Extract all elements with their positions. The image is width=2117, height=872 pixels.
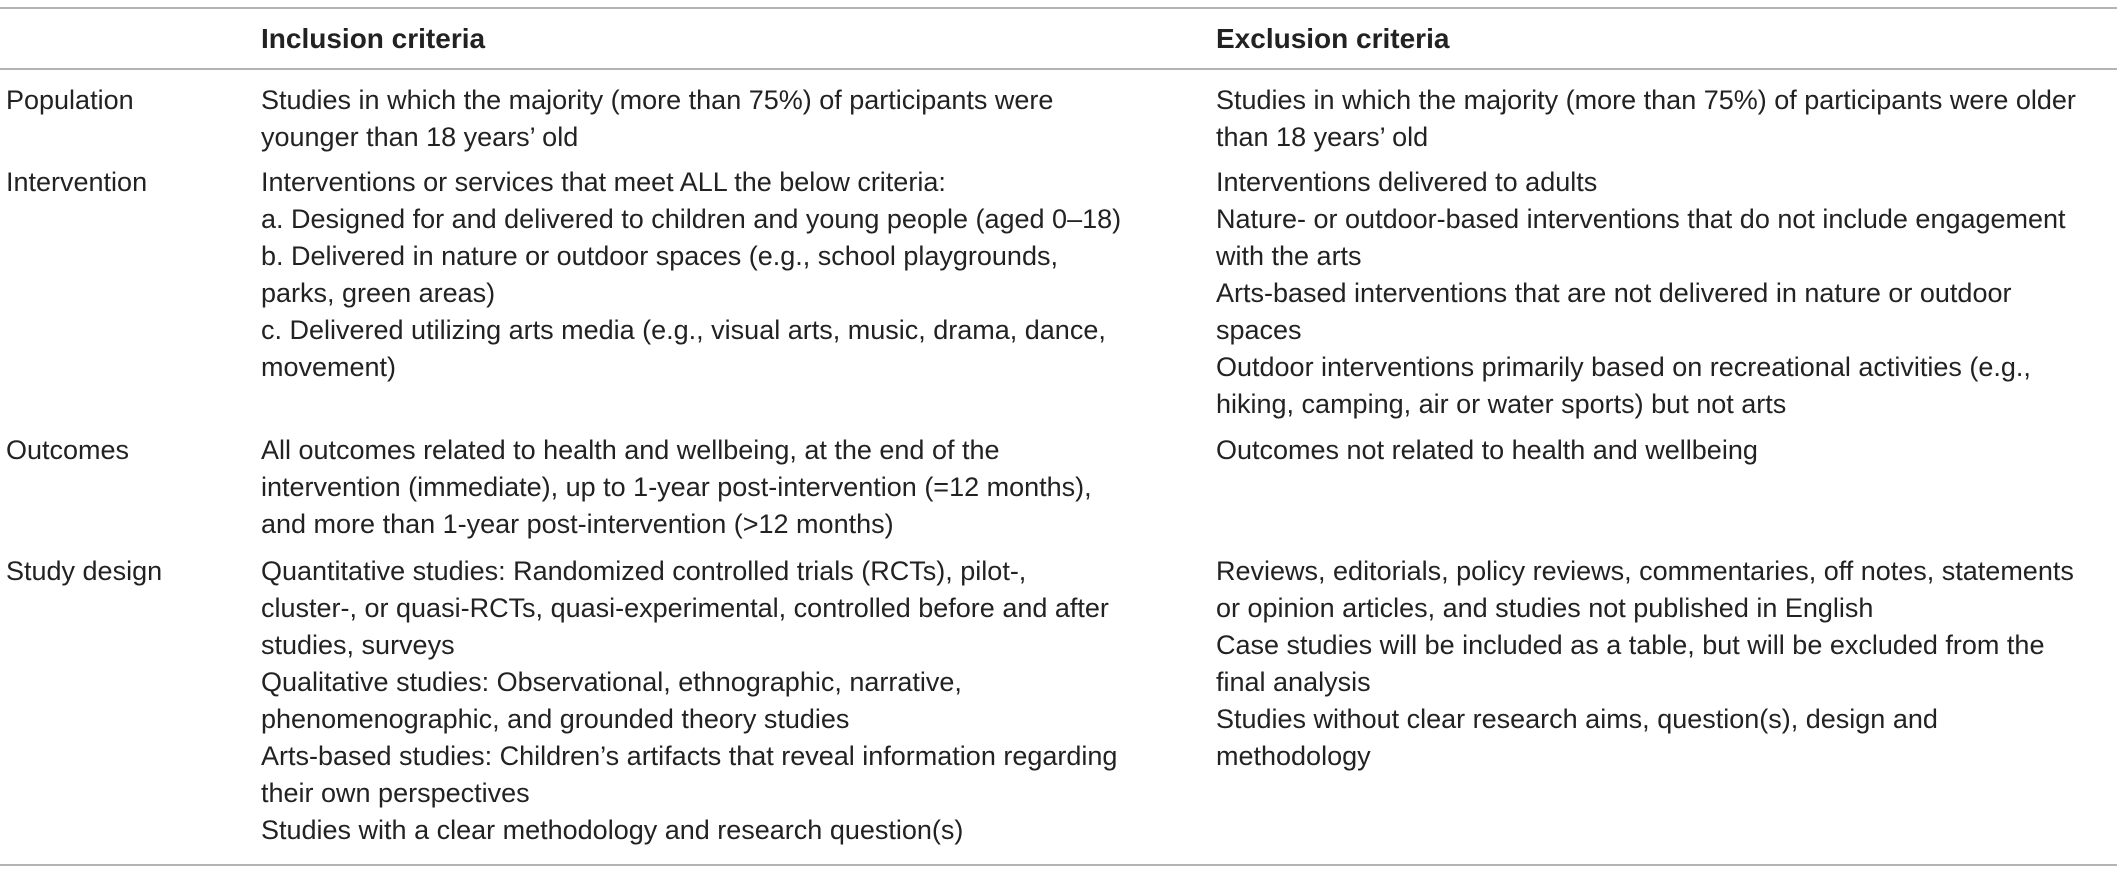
- text-line: Reviews, editorials, policy reviews, commentaries, off notes, statements: [1216, 556, 2074, 586]
- text-line: Outdoor interventions primarily based on recreational activities (e.g.,: [1216, 352, 2031, 382]
- text-line: movement): [261, 352, 397, 382]
- header-inclusion: Inclusion criteria: [261, 23, 486, 54]
- text-line: Studies with a clear methodology and research question(s): [261, 815, 964, 845]
- text-line: than 18 years’ old: [1216, 122, 1429, 152]
- text-line: Qualitative studies: Observational, ethnographic, narrative,: [261, 667, 962, 697]
- study-design-inclusion: [261, 553, 1117, 849]
- text-line: Case studies will be included as a table, but will be excluded from the: [1216, 630, 2045, 660]
- text-line: Arts-based studies: Children’s artifacts that reveal information regarding: [261, 741, 1118, 771]
- text-line: a. Designed for and delivered to children and young people (aged 0–18): [261, 204, 1122, 234]
- row-label-study-design: Study design: [6, 556, 163, 586]
- text-line: and more than 1-year post-intervention (>12 months): [261, 509, 894, 539]
- text-line: methodology: [1216, 741, 1371, 771]
- text-line: Outcomes not related to health and wellbeing: [1216, 435, 1758, 465]
- row-label-outcomes: Outcomes: [6, 435, 130, 465]
- text-line: parks, green areas): [261, 278, 496, 308]
- row-label-population: Population: [6, 85, 134, 115]
- text-line: hiking, camping, air or water sports) but not arts: [1216, 389, 1787, 419]
- text-line: Quantitative studies: Randomized controlled trials (RCTs), pilot-,: [261, 556, 1027, 586]
- text-line: b. Delivered in nature or outdoor spaces (e.g., school playgrounds,: [261, 241, 1058, 271]
- text-line: with the arts: [1216, 241, 1362, 271]
- text-line: Interventions delivered to adults: [1216, 167, 1598, 197]
- population-exclusion: [1216, 82, 2076, 156]
- study-design-exclusion: [1216, 553, 2074, 775]
- row-label-intervention: Intervention: [6, 167, 148, 197]
- table-top-rule: [0, 7, 2117, 9]
- text-line: their own perspectives: [261, 778, 530, 808]
- outcomes-exclusion: [1216, 432, 1758, 469]
- text-line: or opinion articles, and studies not published in English: [1216, 593, 1874, 623]
- text-line: Arts-based interventions that are not delivered in nature or outdoor: [1216, 278, 2012, 308]
- text-line: Interventions or services that meet ALL the below criteria:: [261, 167, 946, 197]
- text-line: Studies without clear research aims, question(s), design and: [1216, 704, 1938, 734]
- population-inclusion: [261, 82, 1053, 156]
- intervention-exclusion: [1216, 164, 2066, 423]
- text-line: Studies in which the majority (more than 75%) of participants were older: [1216, 85, 2076, 115]
- text-line: younger than 18 years’ old: [261, 122, 579, 152]
- header-exclusion: Exclusion criteria: [1216, 23, 1450, 54]
- text-line: spaces: [1216, 315, 1302, 345]
- intervention-inclusion: [261, 164, 1121, 386]
- table-bottom-rule: [0, 864, 2117, 866]
- text-line: All outcomes related to health and wellbeing, at the end of the: [261, 435, 1000, 465]
- text-line: c. Delivered utilizing arts media (e.g., visual arts, music, drama, dance,: [261, 315, 1106, 345]
- text-line: phenomenographic, and grounded theory studies: [261, 704, 850, 734]
- text-line: Studies in which the majority (more than 75%) of participants were: [261, 85, 1054, 115]
- text-line: final analysis: [1216, 667, 1371, 697]
- text-line: studies, surveys: [261, 630, 455, 660]
- header-rule: [0, 68, 2117, 70]
- text-line: Nature- or outdoor-based interventions that do not include engagement: [1216, 204, 2066, 234]
- outcomes-inclusion: [261, 432, 1092, 543]
- text-line: intervention (immediate), up to 1-year post-intervention (=12 months),: [261, 472, 1092, 502]
- text-line: cluster-, or quasi-RCTs, quasi-experimental, controlled before and after: [261, 593, 1109, 623]
